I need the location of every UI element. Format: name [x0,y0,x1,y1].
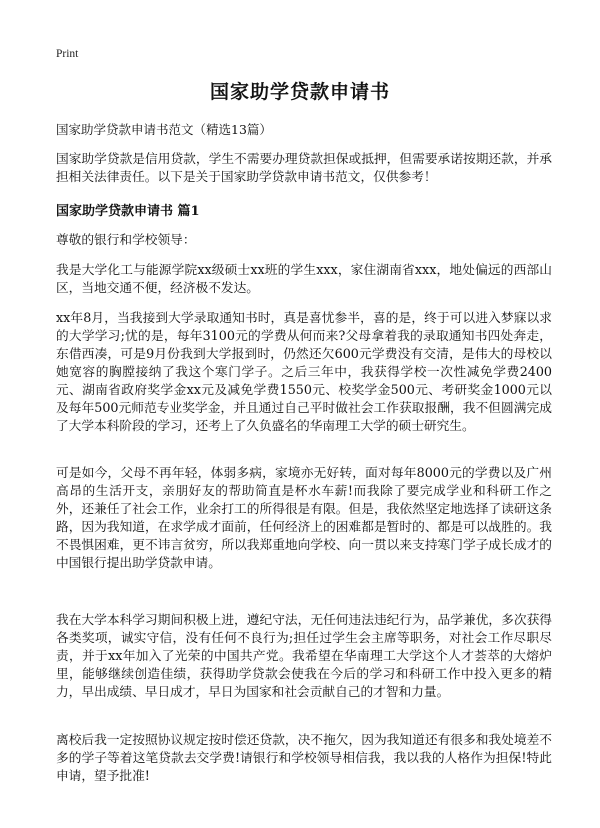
print-link[interactable]: Print [56,48,79,60]
body-paragraph: 离校后我一定按照协议规定按时偿还贷款，决不拖欠，因为我知道还有很多和我处境差不多的学子等着这笔贷款去交学费!请银行和学校领导相信我，我以我的人格作为担保!特此申请，望予批准! [56,732,552,783]
body-paragraph: 我是大学化工与能源学院xx级硕士xx班的学生xxx，家住湖南省xxx，地处偏远的西部山区，当地交通不便，经济极不发达。 [56,262,552,295]
body-paragraph: 可是如今，父母不再年轻，体弱多病，家境亦无好转，面对每年8000元的学费以及广州高昂的生活开支，亲朋好友的帮助简直是杯水车薪!而我除了要完成学业和科研工作之外，还兼任了社会工作，业余打工的所得很是有限。但是，我依然坚定地选择了读研这条路，因为我知道，在求学成才面前，任何经济上的困难都是暂时的、都是可以战胜的。我不畏惧困难，更不讳言贫穷，所以我郑重地向学校、向一贯以来支持寒门学子成长成才的中国银行提出助学贷款申请。 [56,465,552,570]
page-title: 国家助学贷款申请书 [209,81,390,103]
intro-paragraph: 国家助学贷款是信用贷款，学生不需要办理贷款担保或抵押，但需要承诺按期还款，并承担相关法律责任。以下是关于国家助学贷款申请书范文，仅供参考！ [56,151,552,184]
document-subtitle: 国家助学贷款申请书范文（精选13篇） [56,122,272,137]
greeting: 尊敬的银行和学校领导： [56,232,196,247]
section-heading: 国家助学贷款申请书 篇1 [56,204,200,219]
body-paragraph: xx年8月，当我接到大学录取通知书时，真是喜忧参半，喜的是，终于可以进入梦寐以求的大学学习;忧的是，每年3100元的学费从何而来?父母拿着我的录取通知书四处奔走，东借西凑，可是9月份我到大学报到时，仍然还欠600元学费没有交清，是伟大的母校以她宽容的胸膛接纳了我这个寒门学子。之后三年中，我获得学校一次性减免学费2400元、湖南省政府奖学金xx元及减免学费1550元、校奖学金500元、考研奖金1000元以及每年500元师范专业奖学金，并且通过自己平时做社会工作获取报酬，我不但圆满完成了大学本科阶段的学习，还考上了久负盛名的华南理工大学的硕士研究生。 [56,310,552,433]
body-paragraph: 我在大学本科学习期间积极上进，遵纪守法，无任何违法违纪行为，品学兼优，多次获得各类奖项，诚实守信，没有任何不良行为;担任过学生会主席等职务，对社会工作尽职尽责，并于xx年加入了光荣的中国共产党。我希望在华南理工大学这个人才荟萃的大熔炉里，能够继续创造佳绩，获得助学贷款会使我在今后的学习和科研工作中投入更多的精力，早出成绩、早日成才，早日为国家和社会贡献自己的才智和力量。 [56,612,552,699]
